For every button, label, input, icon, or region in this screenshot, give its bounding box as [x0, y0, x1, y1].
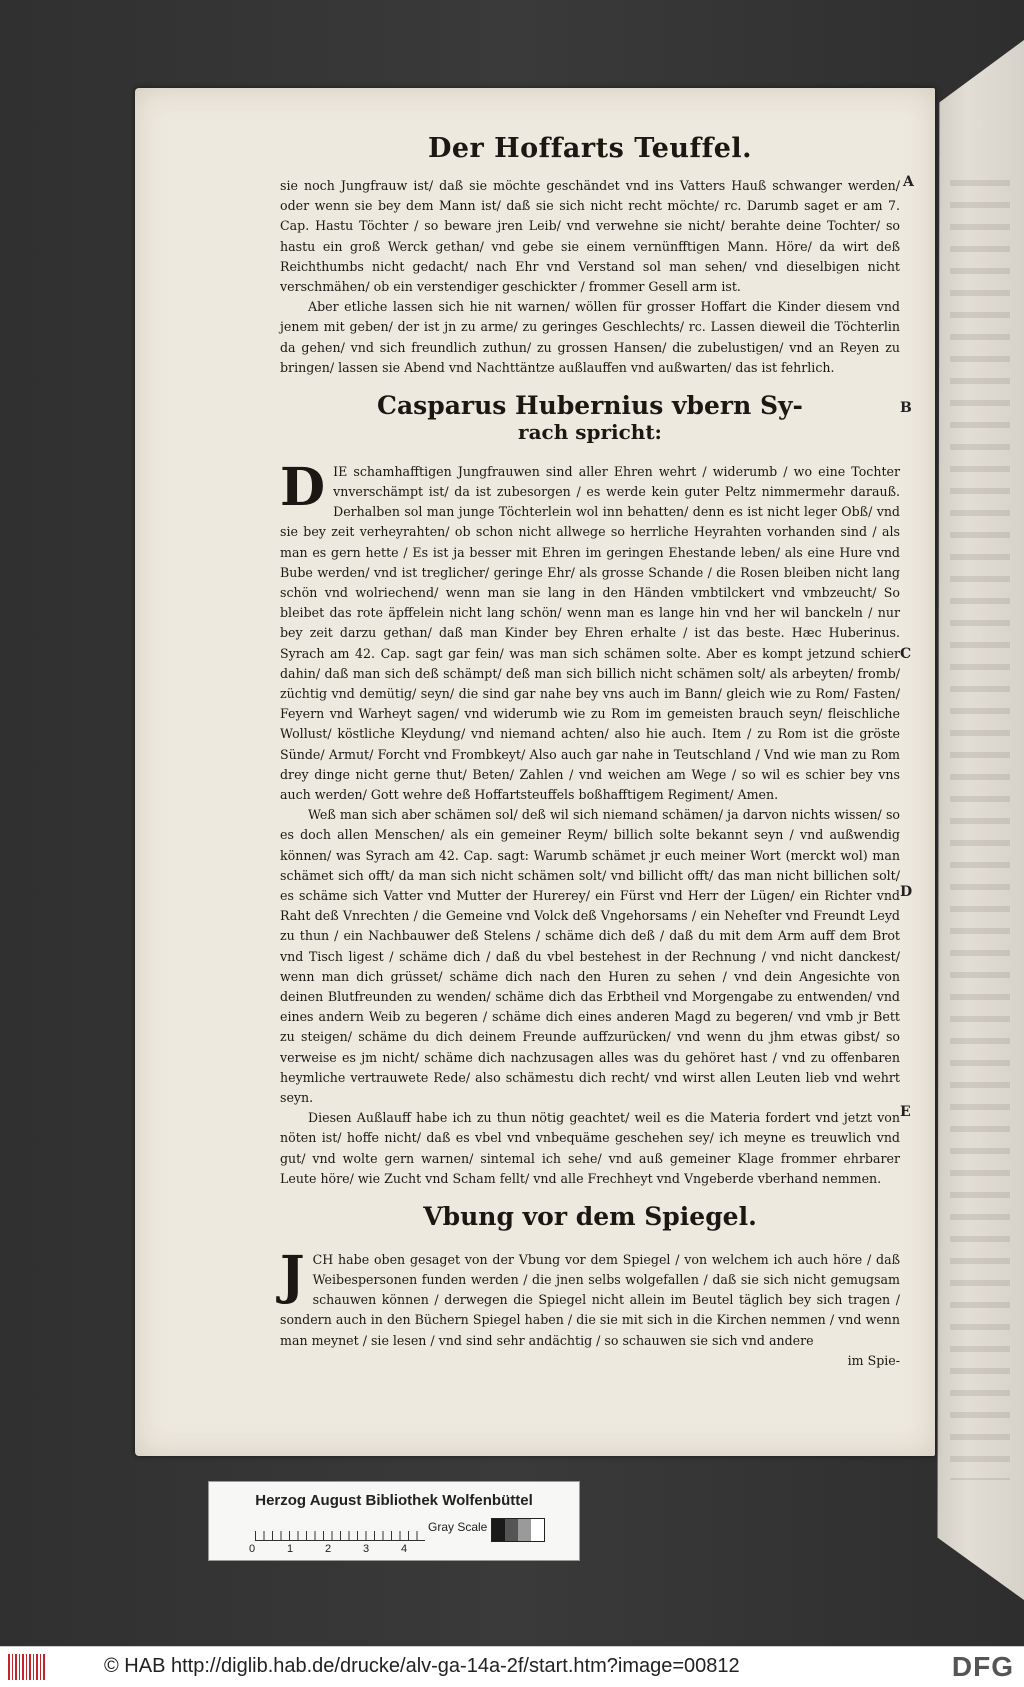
- gray-scale-label: Gray Scale: [428, 1520, 488, 1534]
- ruler-number: 3: [363, 1543, 370, 1555]
- ruler: [255, 1520, 425, 1541]
- gray-swatch: [518, 1519, 531, 1541]
- adjacent-page-bleed: [950, 180, 1010, 1480]
- ruler-number: 0: [249, 1543, 256, 1555]
- library-name: Herzog August Bibliothek Wolfenbüttel: [255, 1492, 533, 1509]
- section-heading-line2: rach spricht:: [518, 419, 662, 444]
- gray-swatch: [492, 1519, 505, 1541]
- paragraph-top-1: sie noch Jungfrauw ist/ daß sie möchte geschändet vnd ins Vatters Hauß schwanger werden/ oder wenn sie bey dem Mann ist/ daß sie sich nicht recht möchte/ rc. Darumb saget er am 7. Cap. Hastu Töchter / so beware jren Leib/ vnd verwehne sie nicht/ berahte deine Tochter/ so hastu ein groß Werck gethan/ vnd gebe sie einem vernünfftigen Mann. Höre/ da wirt deß Reichthumbs nicht gedacht/ nach Ehr vnd Verstand sol man sehen/ vnd dieselbigen nicht verschmähen/ ob ein verstendiger geschickter / frommer Gesell arm ist.: [280, 178, 900, 295]
- margin-letter-b: B: [900, 400, 912, 416]
- adjacent-page: [930, 40, 1024, 1600]
- paragraph-spiegel-text: CH habe oben gesaget von der Vbung vor dem Spiegel / von welchem ich auch höre / daß Weibespersonen funden werden / die jnen selbs wolgefallen / daß sie sich nicht gemugsam schauwen können / derwegen die Spiegel nicht allein im Beutel täglich bey sich tragen / sondern auch in den Büchern Spiegel haben / die sie mit sich in die Kirchen nemmen / vnd wenn man meynet / sie lesen / vnd sind sehr andächtig / so schauwen sie sich vnd andere: [280, 1251, 900, 1348]
- paragraph-hubernius-3: Diesen Außlauff habe ich zu thun nötig geachtet/ weil es die Materia fordert vnd jetzt von nöten ist/ hoffe nicht/ daß es vbel vnd vnbequäme geschehen sey/ ich meyne es treuwlich vnd gut/ vnd wolte gern warnen/ sintemal ich sehe/ vnd auß gemeiner Klage frommer ehrbarer Leute höre/ wie Zucht vnd Scham fellt/ vnd alle Frechheyt vnd Vngeberde vberhand nemmen.: [280, 1110, 900, 1186]
- gray-swatch: [505, 1519, 518, 1541]
- hab-logo-icon: [8, 1654, 46, 1680]
- margin-letter-e: E: [900, 1104, 911, 1120]
- gray-scale-swatches: [491, 1518, 545, 1542]
- margin-letter-d: D: [900, 884, 913, 900]
- section-heading-spiegel: Vbung vor dem Spiegel.: [423, 1202, 757, 1232]
- dropcap: J: [280, 1244, 305, 1306]
- ruler-number: 1: [287, 1543, 294, 1555]
- dfg-logo: DFG: [951, 1651, 1014, 1682]
- ruler-number: 2: [325, 1543, 332, 1555]
- text-block: [280, 133, 900, 1371]
- paragraph-spiegel: [280, 1244, 900, 1351]
- dropcap: D: [280, 456, 326, 518]
- running-head: Der Hoffarts Teuffel.: [427, 133, 753, 164]
- book-page: [135, 88, 935, 1456]
- catchword: im Spie-: [847, 1352, 900, 1368]
- footer-bar: [0, 1646, 1024, 1687]
- section-heading-line1: Casparus Hubernius vbern Sy-: [377, 391, 803, 421]
- margin-letter-a: A: [903, 174, 914, 190]
- paragraph-hubernius-2: Weß man sich aber schämen sol/ deß wil sich niemand schämen/ ja darvon nichts wissen/ so es doch allen Menschen/ als ein gemeiner Reym/ billich solte bekannt seyn / vnd außwendig können/ was Syrach am 42. Cap. sagt: Warumb schämet jr euch meiner Wort (merckt wol) man schämet sich offt/ da man sich nicht schämen solt/ vnd billicht offt/ das man nicht billichen solt/ es schäme sich Vatter vnd Mutter der Hurerey/ ein Fürst vnd Herr der Lügen/ ein Richter vnd Raht deß Vnrechten / die Gemeine vnd Volck deß Vngehorsams / ein Neheſter vnd Freundt Leyd zu thun / ein Nachbauwer deß Stelens / schäme dich deß / daß du mit dem Arm auff dem Brot vnd Tisch ligest / schäme dich / daß du vbel bestehest in der Rechnung / vnd nicht danckest/ wenn man dich grüsset/ schäme dich nach den Huren zu sehen / vnd dein Angesichte von deinen Blutfreunden zu wenden/ schäme dich das Erbtheil vnd Morgengabe zu entwenden/ vnd eines andern Weib zu begeren / schäme dich eines anderen Magd zu begeren/ vnd vmb jr Bett zu steigen/ schäme du dich deinem Freunde auffzurücken/ vnd wenn du jhm etwas gibst/ so verweise es jm nicht/ schäme dich nachzusagen alles was du gehöret hast / vnd zu offenbaren heymliche vertrauwete Rede/ also schämestu dich recht/ vnd wirst allen Leuten lieb vnd wehrt seyn.: [280, 807, 900, 1106]
- scale-card: [208, 1481, 580, 1561]
- footer-citation[interactable]: © HAB http://diglib.hab.de/drucke/alv-ga-14a-2f/start.htm?image=00812: [104, 1655, 740, 1677]
- paragraph-hubernius-1: [280, 456, 900, 805]
- paragraph-top-2: Aber etliche lassen sich hie nit warnen/ wöllen für grosser Hoffart die Kinder diesem vnd jenem mit geben/ der ist jn zu arme/ zu geringes Geschlechts/ rc. Lassen dieweil die Töchterlin da gehen/ vnd sich freundlich zuthun/ zu grossen Hansen/ die zubelustigen/ vnd an Reyen zu bringen/ lassen sie Abend vnd Nachttäntze außlauffen vnd außwarten/ das ist fehrlich.: [280, 299, 900, 375]
- paragraph-hubernius-1-text: IE schamhafftigen Jungfrauwen sind aller Ehren wehrt / widerumb / wo eine Tochter vnverschämpt ist/ da ist zubesorgen / es werde kein guter Peltz nimmermehr darauß. Derhalben sol man junge Töchterlein wol inn behatten/ denn es ist nicht leger Obß/ vnd sie bey zeit verheyrahten/ ob schon nicht allwege so herrliche Heyrahten vorhanden sind / als man es gern hette / Es ist ja besser mit Ehren im geringen Ehestande leben/ als eine Hure vnd Bube werden/ vnd ist treglicher/ geringe Ehr/ als grosse Schande / die Rosen bleiben nicht lang schön vnd wolriechend/ wenn man sie lang in den Händen vmbtilckert vnd vmbzeucht/ So bleibet das rote äpffelein nicht lang schön/ wenn man es lange hin vnd her wil banckeln / nur bey zeit darzu gethan/ daß man Kinder bey Ehren erhalte / ist das beste. Hæc Huberinus. Syrach am 42. Cap. sagt gar fein/ was man sich schämen solte. Aber es kompt jetzund schier dahin/ daß man sich deß schämpt/ deß man sich billich nicht schämen solt/ als arbeyten/ fromb/ züchtig vnd demütig/ seyn/ die sind gar nahe bey vns auch im Bann/ gleich wie zu Rom/ Fasten/ Feyern vnd Warheyt sagen/ vnd widerumb wie zu Rom im gemeisten brauch seyn/ fleischliche Wollust/ köstliche Kleydung/ vnd niemand achten/ also hie auch. Item / zu Rom ist die gröste Sünde/ Armut/ Forcht vnd Frombkeyt/ Also auch gar nahe in Teutschland / Vnd wie man zu Rom drey dinge nicht gerne thut/ Beten/ Zahlen / vnd weichen am Wege / so wil es schier bey vns auch werden/ Gott wehre deß Hoffartsteuffels boßhafftigem Regiment/ Amen.: [280, 463, 900, 803]
- section-heading-hubernius: [280, 392, 900, 444]
- margin-letter-c: C: [900, 646, 912, 662]
- ruler-number: 4: [401, 1543, 408, 1555]
- gray-swatch: [531, 1519, 544, 1541]
